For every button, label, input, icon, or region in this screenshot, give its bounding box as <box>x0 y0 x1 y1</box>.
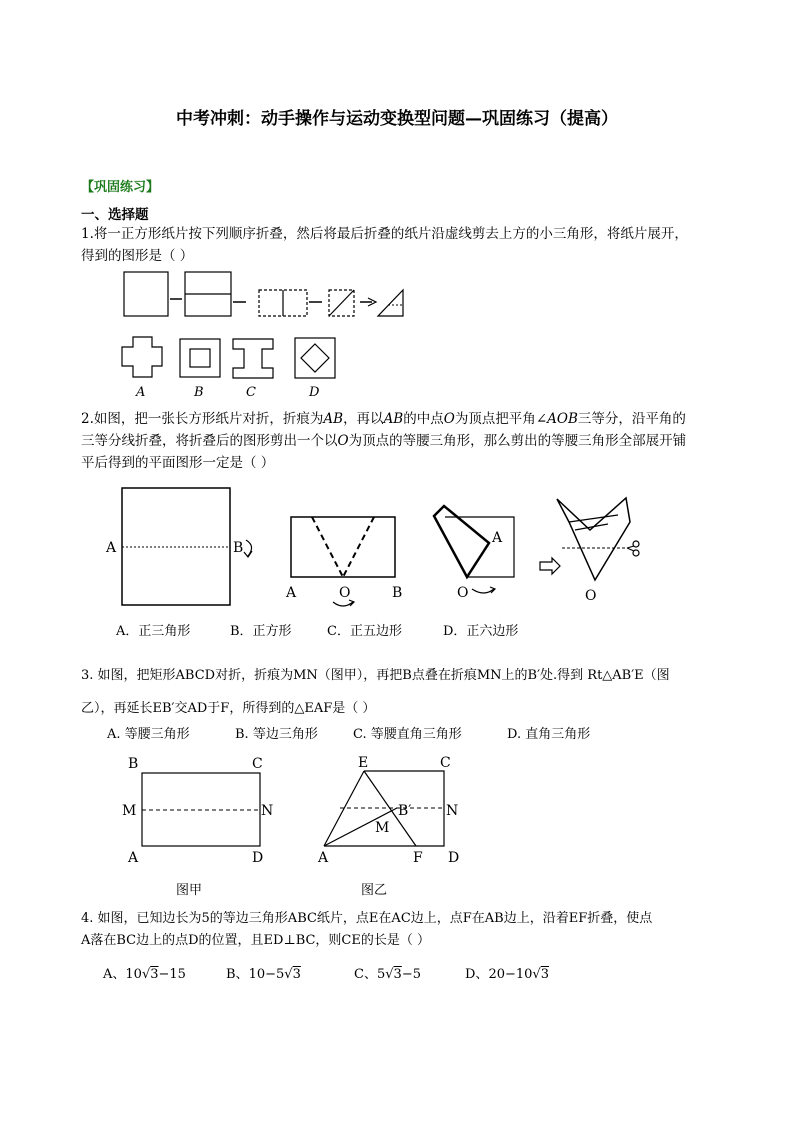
q3-caption-yi: 图乙 <box>361 883 388 898</box>
q2-fig1-label-a: A <box>106 540 117 556</box>
q3-fig2-label-c: C <box>440 755 451 771</box>
q2-fig1-label-b: B <box>233 540 244 556</box>
sqrt-sign: √ <box>284 967 293 982</box>
section-heading: 一、选择题 <box>81 207 149 223</box>
q2-fig2-label-a: A <box>286 585 297 601</box>
q1-line2: 得到的图形是（ ） <box>81 248 194 264</box>
q3-fig2-label-n: N <box>446 803 459 819</box>
q3-line1: 3. 如图，把矩形ABCD对折，折痕为MN（图甲），再把B点叠在折痕MN上的B′处.得到 Rt△AB′E（图 <box>81 668 670 683</box>
q2-option-d[interactable]: D．正六边形 <box>443 624 519 639</box>
q3-fig2-label-e: E <box>358 755 369 771</box>
q3-caption-jia: 图甲 <box>176 883 203 898</box>
choice-label-c: C <box>246 385 256 400</box>
sqrt-sign: √ <box>385 967 394 982</box>
q3-fig2-label-a: A <box>318 850 329 866</box>
choice-label-a: A <box>136 385 146 400</box>
q3-fig2-label-f: F <box>413 850 423 866</box>
q2-fig2-label-b: B <box>392 585 403 601</box>
q3-fig1-label-d: D <box>252 850 264 866</box>
q1-line1: 1.将一正方形纸片按下列顺序折叠，然后将最后折叠的纸片沿虚线剪去上方的小三角形，将纸片展开， <box>81 226 688 242</box>
q4-option-a[interactable]: A、10√3−15 <box>103 967 186 982</box>
q4-option-b[interactable]: B、10−5√3 <box>226 967 301 982</box>
q3-fig1-label-a: A <box>128 850 139 866</box>
q3-option-d[interactable]: D. 直角三角形 <box>507 727 591 742</box>
q3-fig2-label-m: M <box>375 820 390 836</box>
q2-line3: 平后得到的平面图形一定是（ ） <box>81 455 275 471</box>
q3-fig2-label-bprime: B′ <box>398 803 412 819</box>
q2-fig2-label-o: O <box>339 585 351 601</box>
q2-line2: 三等分线折叠，将折叠后的图形剪出一个以O为顶点的等腰三角形，那么剪出的等腰三角形全部展开铺 <box>81 433 687 449</box>
q3-fig2-label-d: D <box>448 850 460 866</box>
sqrt-sign: √ <box>141 967 151 982</box>
q3-fig1-label-c: C <box>252 756 263 772</box>
q3-line2: 乙），再延长EB′交AD于F，所得到的△EAF是（ ） <box>81 701 376 716</box>
sqrt-sign: √ <box>532 967 541 982</box>
section-tag: 【巩固练习】 <box>81 180 160 195</box>
q2-fig3-label-o: O <box>457 585 469 601</box>
q2-option-c[interactable]: C．正五边形 <box>327 624 402 639</box>
q3-fig1-label-b: B <box>128 756 139 772</box>
q2-line1: 2.如图，把一张长方形纸片对折，折痕为AB，再以AB的中点O为顶点把平角∠AOB三等分，沿平角的 <box>81 411 686 427</box>
page-title: 中考冲刺：动手操作与运动变换型问题—巩固练习（提高） <box>176 109 618 129</box>
q3-fig1-label-n: N <box>261 803 274 819</box>
q2-option-a[interactable]: A．正三角形 <box>116 624 191 639</box>
q4-line1: 4. 如图，已知边长为5的等边三角形ABC纸片，点E在AC边上，点F在AB边上，沿着EF折叠，使点 <box>81 911 653 926</box>
choice-label-d: D <box>309 385 320 400</box>
q2-fig4-label-o: O <box>585 588 597 604</box>
q2-fig3-label-a: A <box>492 530 503 546</box>
q3-option-b[interactable]: B. 等边三角形 <box>235 727 318 742</box>
q4-option-d[interactable]: D、20−10√3 <box>465 967 549 982</box>
q3-option-a[interactable]: A. 等腰三角形 <box>107 727 190 742</box>
q4-line2: A落在BC边上的点D的位置，且ED⊥BC，则CE的长是（ ） <box>81 933 431 948</box>
choice-label-b: B <box>194 385 204 400</box>
q3-option-c[interactable]: C. 等腰直角三角形 <box>353 727 462 742</box>
q4-option-c[interactable]: C、5√3−5 <box>354 967 421 982</box>
q2-option-b[interactable]: B．正方形 <box>230 624 292 639</box>
q3-fig1-label-m: M <box>122 803 137 819</box>
